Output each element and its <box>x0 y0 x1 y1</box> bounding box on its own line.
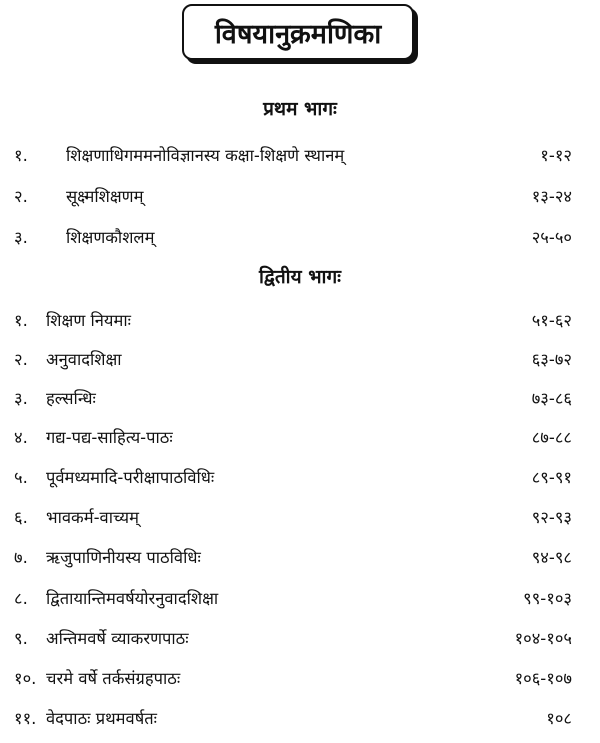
entry-title: भावकर्म-वाच्यम् <box>46 508 139 527</box>
entry-pages: १०४-१०५ <box>514 629 572 648</box>
toc-entry <box>0 184 600 212</box>
entry-title: वेदपाठः प्रथमवर्षतः <box>46 709 157 728</box>
entry-pages: ८७-८८ <box>531 428 572 447</box>
entry-title: सूक्ष्मशिक्षणम् <box>66 187 144 206</box>
entry-pages: २५-५० <box>531 228 572 247</box>
entry-number: २. <box>14 350 28 369</box>
toc-entry <box>0 465 600 493</box>
contents-title: विषयानुक्रमणिका <box>182 4 414 60</box>
entry-title: गद्य-पद्य-साहित्य-पाठः <box>46 428 173 447</box>
toc-entry <box>0 386 600 414</box>
entry-title: अनुवादशिक्षा <box>46 350 122 369</box>
toc-entry <box>0 505 600 533</box>
entry-pages: १०८ <box>546 709 572 728</box>
toc-entry <box>0 626 600 654</box>
toc-entry <box>0 425 600 453</box>
toc-entry <box>0 143 600 171</box>
entry-number: ३. <box>14 228 28 247</box>
entry-title: ऋजुपाणिनीयस्य पाठविधिः <box>46 548 201 567</box>
entry-title: शिक्षणकौशलम् <box>66 228 155 247</box>
toc-entry <box>0 545 600 573</box>
entry-number: १. <box>14 311 28 330</box>
entry-number: ८. <box>14 589 28 608</box>
entry-pages: १३-२४ <box>531 187 572 206</box>
toc-entry <box>0 586 600 614</box>
entry-number: ३. <box>14 389 28 408</box>
entry-pages: ९९-१०३ <box>523 589 572 608</box>
entry-number: ११. <box>14 709 37 728</box>
entry-pages: ९२-९३ <box>531 508 572 527</box>
toc-entry <box>0 308 600 336</box>
entry-title: शिक्षण नियमाः <box>46 311 131 330</box>
entry-number: ५. <box>14 468 28 487</box>
entry-number: ९. <box>14 629 28 648</box>
toc-entry <box>0 347 600 375</box>
entry-number: १. <box>14 146 28 165</box>
entry-pages: ९४-९८ <box>531 548 572 567</box>
entry-number: ७. <box>14 548 28 567</box>
entry-pages: ५१-६२ <box>531 311 572 330</box>
entry-title: द्वितायान्तिमवर्षयोरनुवादशिक्षा <box>46 589 219 608</box>
entry-title: अन्तिमवर्षे व्याकरणपाठः <box>46 629 189 648</box>
entry-number: ४. <box>14 428 28 447</box>
entry-pages: १०६-१०७ <box>514 669 572 688</box>
entry-number: २. <box>14 187 28 206</box>
entry-title: शिक्षणाधिगममनोविज्ञानस्य कक्षा-शिक्षणे स्थानम् <box>66 146 345 165</box>
entry-number: ६. <box>14 508 28 527</box>
toc-entry <box>0 706 600 734</box>
part1-heading: प्रथम भागः <box>263 98 337 120</box>
entry-title: चरमे वर्षे तर्कसंग्रहपाठः <box>46 669 181 688</box>
entry-number: १०. <box>14 669 37 688</box>
entry-pages: १-१२ <box>540 146 572 165</box>
entry-pages: ७३-८६ <box>531 389 572 408</box>
toc-entry <box>0 666 600 694</box>
entry-title: हल्सन्धिः <box>46 389 96 408</box>
toc-entry <box>0 225 600 253</box>
entry-pages: ८९-९१ <box>531 468 572 487</box>
entry-pages: ६३-७२ <box>531 350 572 369</box>
part2-heading: द्वितीय भागः <box>258 266 342 288</box>
entry-title: पूर्वमध्यमादि-परीक्षापाठविधिः <box>46 468 215 487</box>
